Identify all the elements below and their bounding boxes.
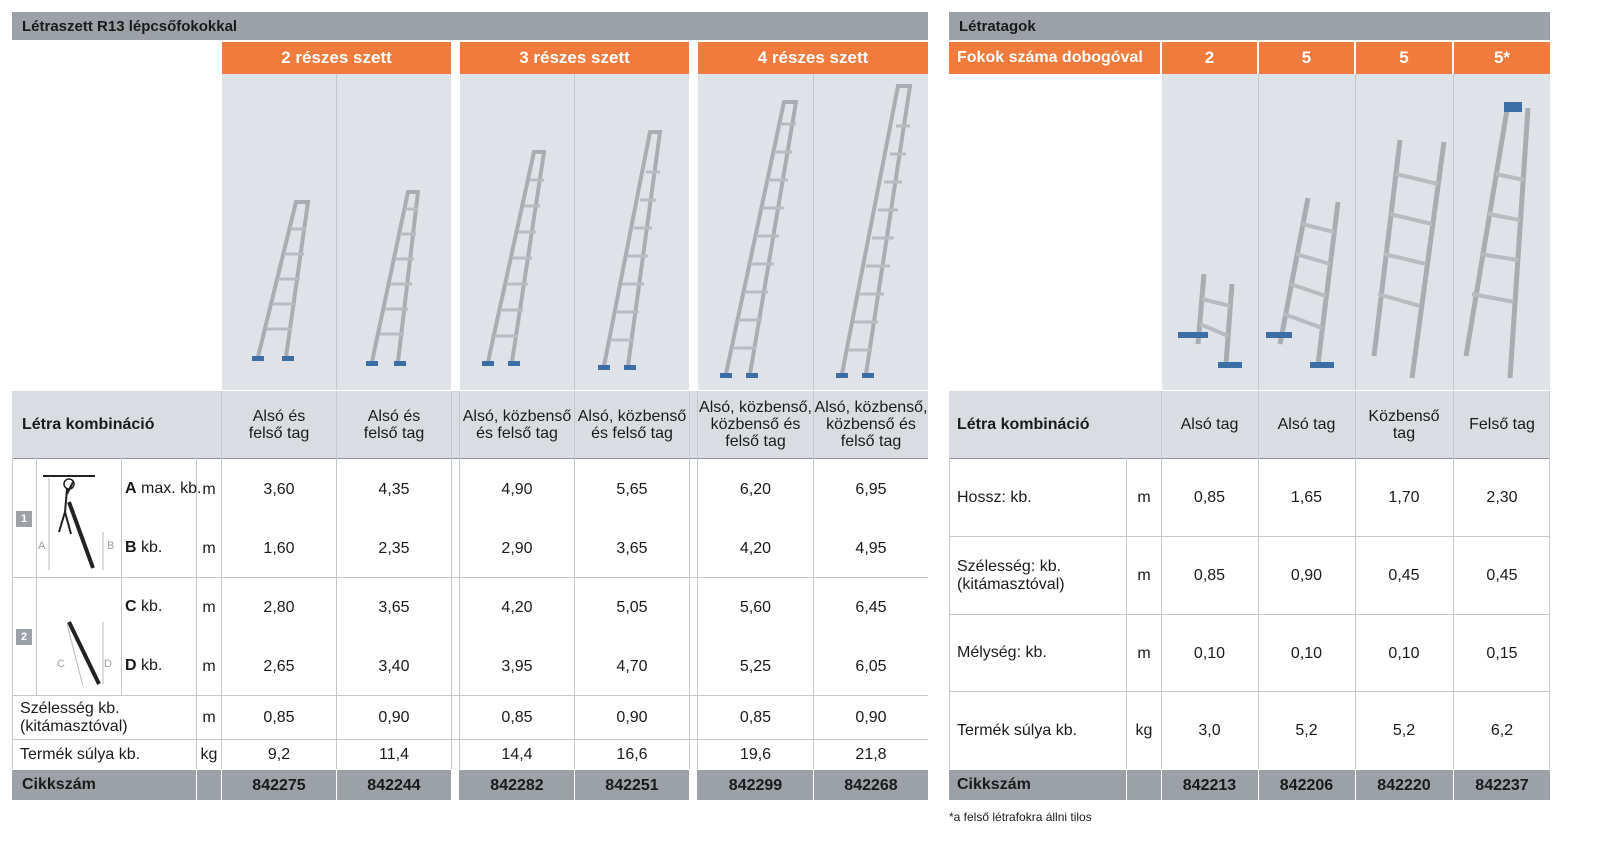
value-cell: 2,80 — [263, 598, 295, 616]
value-cell: 5,60 — [739, 598, 772, 616]
value-cell: 19,6 — [739, 746, 772, 763]
value-cell: 3,65 — [378, 598, 410, 616]
left-table-title: Létraszett R13 lépcsőfokokkal — [12, 12, 928, 40]
value-cell: 4,20 — [739, 539, 772, 557]
value-cell: 5,65 — [616, 480, 648, 498]
article-number: 842237 — [1475, 776, 1529, 794]
group-header-3: 3 részes szett — [460, 42, 689, 74]
value-cell: 1,65 — [1290, 489, 1323, 506]
value-cell: 21,8 — [855, 746, 887, 763]
article-number: 842244 — [367, 776, 421, 794]
article-number: 842282 — [490, 776, 544, 794]
value-cell: 2,30 — [1486, 489, 1518, 506]
config-badge-2: 2 — [16, 629, 32, 645]
combo-cell: Alsó, közbenső, közbenső és felső tag — [814, 399, 928, 450]
value-cell: 2,65 — [263, 657, 295, 675]
part-combo-cell: Alsó tag — [1277, 416, 1336, 433]
unit-cell: m — [202, 598, 216, 616]
footnote: *a felső létrafokra állni tilos — [949, 810, 1092, 824]
article-number: 842275 — [252, 776, 306, 794]
part-combo-cell: Közbenső tag — [1368, 407, 1440, 442]
article-number: 842268 — [844, 776, 898, 794]
diagram-letter-c: C — [57, 658, 65, 670]
combo-cell: Alsó, közbenső és felső tag — [462, 407, 572, 442]
value-cell: 14,4 — [501, 746, 533, 763]
diagram-letter-a: A — [38, 540, 46, 552]
left-article-label: Cikkszám — [22, 776, 96, 793]
value-cell: 0,45 — [1486, 567, 1518, 584]
group-header-4: 4 részes szett — [698, 42, 928, 74]
combo-cell: Alsó és felső tag — [248, 407, 310, 442]
value-cell: 6,45 — [855, 598, 887, 616]
diagram-2-icon — [37, 580, 121, 692]
value-cell: 9,2 — [267, 746, 291, 763]
article-number: 842213 — [1182, 776, 1237, 794]
value-cell: 3,0 — [1198, 722, 1221, 739]
left-combo-label: Létra kombináció — [22, 415, 155, 433]
combo-cell: Alsó, közbenső és felső tag — [577, 407, 687, 442]
row-label-b: B kb. — [125, 539, 163, 556]
article-number: 842220 — [1377, 776, 1431, 794]
value-cell: 5,2 — [1392, 722, 1416, 739]
value-cell: 0,85 — [263, 709, 295, 726]
value-cell: 5,2 — [1295, 722, 1318, 739]
article-number: 842299 — [728, 776, 783, 794]
unit-cell: m — [1137, 644, 1151, 662]
steps-header: 2 — [1162, 42, 1257, 74]
value-cell: 3,65 — [616, 539, 648, 557]
part-combo-cell: Felső tag — [1469, 416, 1535, 433]
value-cell: 0,85 — [739, 709, 772, 726]
value-cell: 0,90 — [616, 709, 648, 726]
value-cell: 6,95 — [855, 480, 887, 498]
value-cell: 4,20 — [501, 598, 533, 616]
right-article-label: Cikkszám — [957, 776, 1031, 793]
value-cell: 0,85 — [1193, 489, 1226, 506]
value-cell: 6,20 — [739, 480, 772, 498]
value-cell: 3,95 — [501, 657, 533, 675]
steps-header: 5 — [1356, 42, 1452, 74]
width-row-label: Szélesség kb. (kitámasztóval) — [20, 699, 128, 735]
diagram-1-icon — [37, 462, 121, 574]
value-cell: 4,95 — [855, 539, 887, 557]
value-cell: 6,2 — [1490, 722, 1514, 739]
value-cell: 0,10 — [1388, 644, 1420, 662]
value-cell: 0,10 — [1193, 644, 1226, 662]
diagram-letter-b: B — [107, 540, 115, 552]
value-cell: 2,90 — [501, 539, 533, 557]
steps-header: 5* — [1454, 42, 1550, 74]
unit-cell: kg — [1135, 722, 1153, 739]
value-cell: 0,45 — [1388, 567, 1420, 584]
value-cell: 0,10 — [1290, 644, 1323, 662]
config-badge-1: 1 — [16, 511, 32, 527]
value-cell: 0,85 — [501, 709, 533, 726]
ladder-illustrations-left — [222, 74, 928, 390]
unit-cell: m — [1137, 567, 1151, 584]
unit-cell: m — [202, 539, 216, 557]
unit-cell: m — [202, 480, 216, 498]
part-combo-cell: Alsó tag — [1180, 416, 1239, 433]
value-cell: 11,4 — [379, 746, 409, 763]
value-cell: 16,6 — [616, 746, 648, 763]
unit-cell: kg — [200, 746, 218, 763]
unit-cell: m — [202, 709, 216, 726]
part-row-label: Termék súlya kb. — [957, 721, 1078, 739]
article-number: 842251 — [605, 776, 659, 794]
value-cell: 2,35 — [378, 539, 410, 557]
steps-header: 5 — [1259, 42, 1354, 74]
row-label-d: D kb. — [125, 657, 163, 674]
unit-cell: m — [1137, 489, 1151, 506]
article-number: 842206 — [1279, 776, 1334, 794]
value-cell: 0,90 — [378, 709, 410, 726]
combo-cell: Alsó, közbenső, közbenső és felső tag — [699, 399, 812, 450]
part-row-label: Szélesség: kb. (kitámasztóval) — [957, 557, 1065, 593]
diagram-letter-d: D — [104, 658, 112, 670]
value-cell: 0,85 — [1193, 567, 1226, 584]
weight-row-label: Termék súlya kb. — [20, 745, 141, 763]
value-cell: 4,35 — [378, 480, 410, 498]
right-table-title: Létratagok — [949, 12, 1550, 40]
value-cell: 4,90 — [501, 480, 533, 498]
value-cell: 5,25 — [739, 657, 772, 675]
value-cell: 3,60 — [263, 480, 295, 498]
group-header-2: 2 részes szett — [222, 42, 451, 74]
ladder-part-illustrations — [1162, 74, 1550, 390]
value-cell: 4,70 — [616, 657, 648, 675]
row-label-a: A max. kb. — [125, 480, 202, 497]
value-cell: 0,90 — [855, 709, 887, 726]
value-cell: 6,05 — [855, 657, 887, 675]
value-cell: 5,05 — [616, 598, 648, 616]
value-cell: 1,70 — [1388, 489, 1420, 506]
right-combo-label: Létra kombináció — [957, 415, 1090, 433]
value-cell: 0,90 — [1290, 567, 1323, 584]
value-cell: 1,60 — [263, 539, 295, 557]
row-label-c: C kb. — [125, 598, 163, 615]
part-row-label: Mélység: kb. — [957, 644, 1047, 661]
combo-cell: Alsó és felső tag — [363, 407, 425, 442]
part-row-label: Hossz: kb. — [957, 488, 1032, 506]
value-cell: 0,15 — [1486, 644, 1518, 662]
steps-label: Fokok száma dobogóval — [949, 42, 1160, 74]
unit-cell: m — [202, 657, 216, 675]
value-cell: 3,40 — [378, 657, 410, 675]
